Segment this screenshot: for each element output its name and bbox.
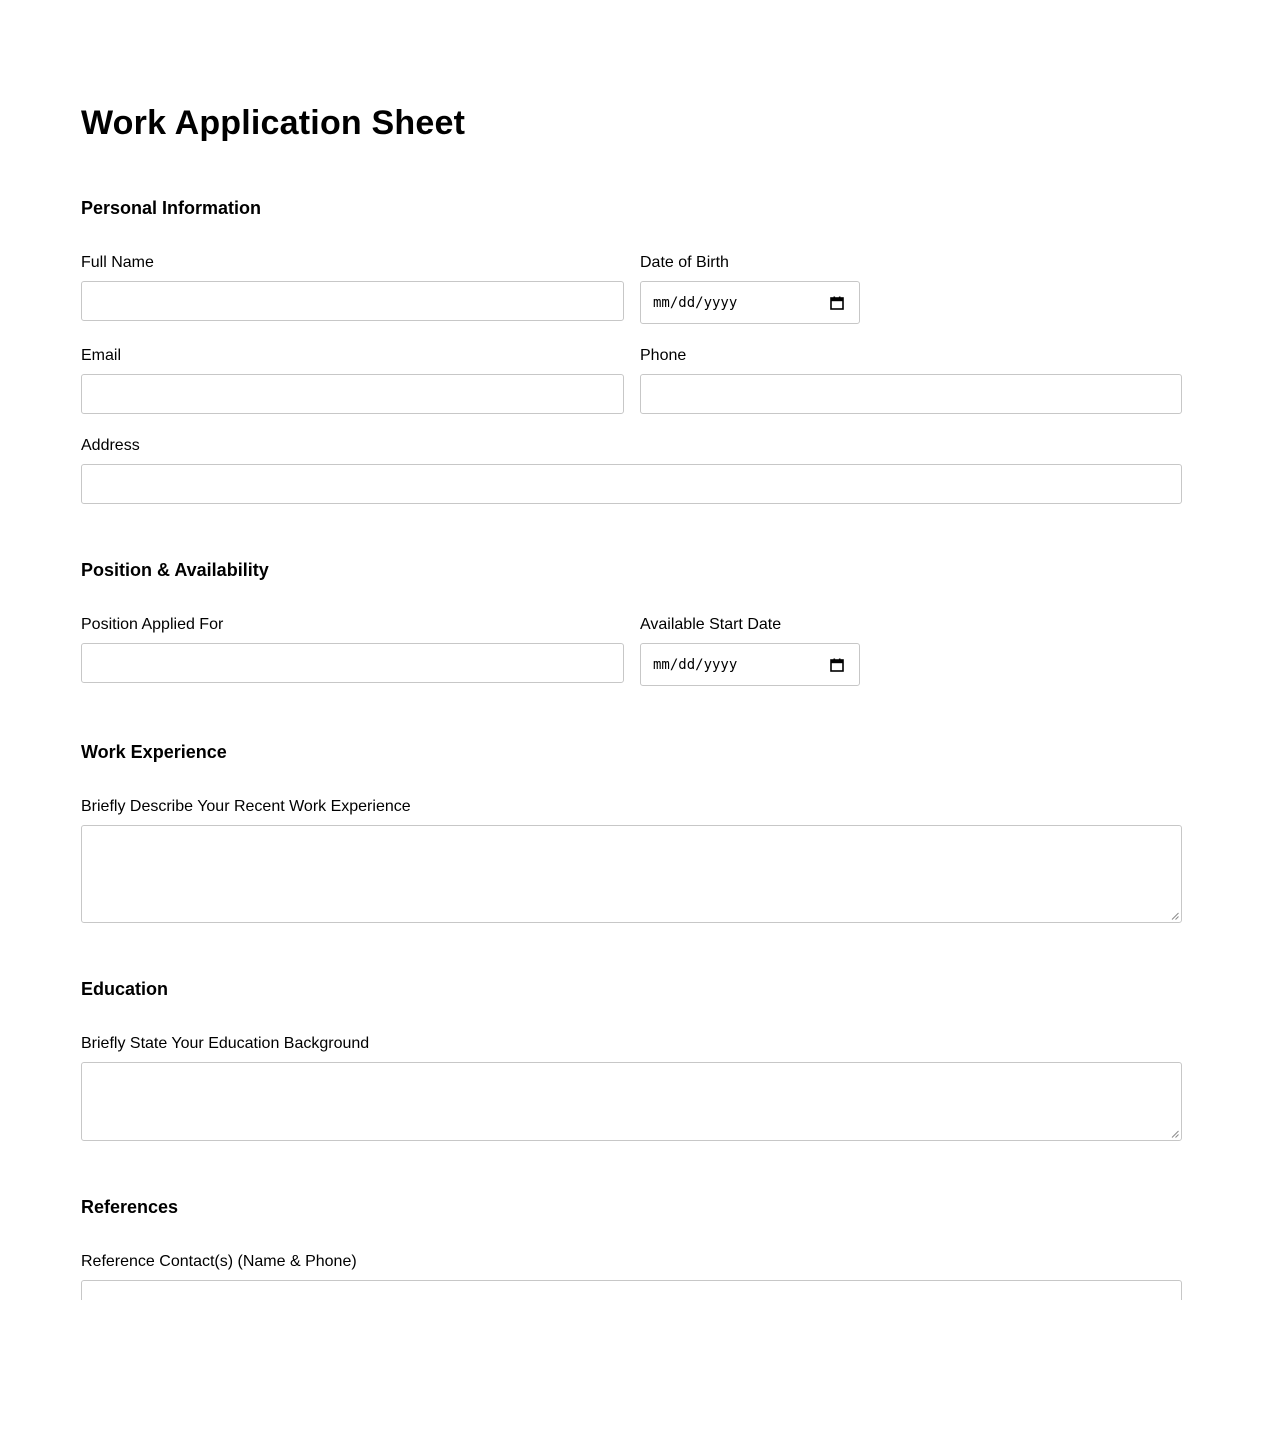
education-textarea[interactable] — [81, 1062, 1182, 1141]
address-label: Address — [81, 437, 140, 454]
resize-grip-icon[interactable] — [1171, 1130, 1179, 1138]
references-textarea[interactable] — [81, 1280, 1182, 1300]
date-of-birth-placeholder: mm/dd/yyyy — [653, 295, 738, 311]
resize-grip-icon[interactable] — [1171, 912, 1179, 920]
experience-label: Briefly Describe Your Recent Work Experience — [81, 798, 411, 815]
section-title-education: Education — [81, 979, 169, 999]
section-title-references: References — [81, 1197, 179, 1217]
address-input[interactable] — [81, 464, 1182, 504]
section-title-personal: Personal Information — [81, 198, 262, 218]
calendar-icon[interactable] — [830, 296, 844, 310]
education-label: Briefly State Your Education Background — [81, 1035, 370, 1052]
experience-textarea[interactable] — [81, 825, 1182, 923]
phone-label: Phone — [640, 347, 687, 364]
email-label: Email — [81, 347, 122, 364]
start-date-label: Available Start Date — [640, 616, 782, 633]
full-name-input[interactable] — [81, 281, 624, 321]
section-title-position: Position & Availability — [81, 560, 269, 580]
calendar-icon[interactable] — [830, 658, 844, 672]
phone-input[interactable] — [640, 374, 1182, 414]
full-name-label: Full Name — [81, 254, 154, 271]
date-of-birth-label: Date of Birth — [640, 254, 729, 271]
position-applied-label: Position Applied For — [81, 616, 224, 633]
date-of-birth-input[interactable] — [640, 281, 860, 324]
start-date-input[interactable] — [640, 643, 860, 686]
start-date-placeholder: mm/dd/yyyy — [653, 657, 738, 673]
form-title: Work Application Sheet — [81, 104, 466, 142]
email-input[interactable] — [81, 374, 624, 414]
references-label: Reference Contact(s) (Name & Phone) — [81, 1253, 357, 1270]
section-title-experience: Work Experience — [81, 742, 227, 762]
position-applied-input[interactable] — [81, 643, 624, 683]
